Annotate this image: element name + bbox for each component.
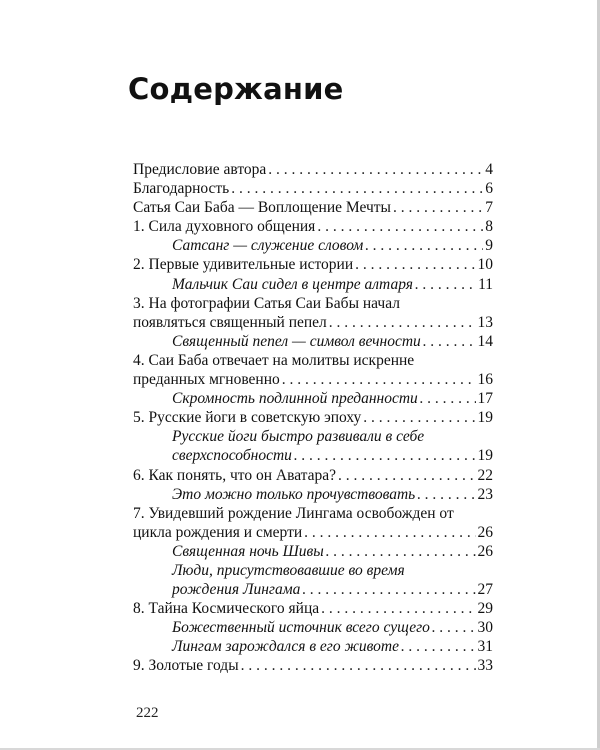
toc-leader-dots <box>363 408 475 427</box>
toc-entry-title: 4. Саи Баба отвечает на молитвы искренне <box>133 351 415 369</box>
toc-subentry-title: Божественный источник всего сущего <box>172 619 430 637</box>
toc-subentry-title: Священный пепел — символ вечности <box>172 332 421 350</box>
toc-entry-page: 26 <box>477 523 493 541</box>
toc-leader-dots <box>241 656 476 675</box>
toc-subentry <box>133 389 493 408</box>
toc-subentry <box>133 275 493 294</box>
toc-entry-title: Предисловие автора <box>133 161 267 178</box>
toc-entry <box>133 179 493 198</box>
toc-entry-continuation <box>133 523 493 542</box>
toc-leader-dots <box>365 236 483 255</box>
toc-entry-page: 8 <box>485 218 493 236</box>
toc-entry-page: 6 <box>485 180 493 198</box>
toc-entry <box>133 504 493 523</box>
toc-entry-title: 7. Увидевший рождение Лингама освобожден от <box>133 504 454 522</box>
toc-leader-dots <box>393 198 483 217</box>
toc-entry-title: Сатья Саи Баба — Воплощение Мечты <box>133 199 391 217</box>
toc-entry-page: 23 <box>477 485 493 503</box>
toc-leader-dots <box>415 275 476 294</box>
toc-entry-page: 19 <box>477 409 493 427</box>
toc-subentry <box>133 332 493 351</box>
toc-entry-title: 1. Сила духовного общения <box>133 218 316 236</box>
toc-entry-page: 27 <box>477 581 493 599</box>
toc-entry <box>133 599 493 618</box>
table-of-contents <box>133 160 493 676</box>
toc-entry-title: Благодарность <box>133 180 230 198</box>
toc-subentry <box>133 637 493 656</box>
toc-entry-title: 2. Первые удивительные истории <box>133 256 354 274</box>
toc-subentry <box>133 561 493 580</box>
toc-leader-dots <box>423 332 476 351</box>
toc-entry-page: 9 <box>485 237 493 255</box>
toc-subentry-title: Мальчик Саи сидел в центре алтаря <box>172 275 413 293</box>
toc-entry-page: 31 <box>477 638 493 656</box>
toc-subentry-title: Русские йоги быстро развивали в себе <box>172 428 425 446</box>
toc-entry-page: 33 <box>477 657 493 675</box>
toc-subentry-title-cont: сверхспособности <box>172 447 292 465</box>
toc-entry-page: 13 <box>477 313 493 331</box>
toc-leader-dots <box>326 542 476 561</box>
toc-leader-dots <box>317 217 483 236</box>
toc-leader-dots <box>231 179 483 198</box>
toc-entry-page: 17 <box>477 390 493 408</box>
toc-entry-page: 16 <box>477 371 493 389</box>
toc-entry-page: 22 <box>477 466 493 484</box>
toc-entry-title-cont: цикла рождения и смерти <box>133 523 303 541</box>
toc-subentry-title: Люди, присутствовавшие во время <box>172 561 405 579</box>
toc-leader-dots <box>432 618 476 637</box>
toc-entry <box>133 217 493 236</box>
toc-entry-page: 7 <box>485 199 493 217</box>
toc-entry <box>133 198 493 217</box>
toc-leader-dots <box>321 599 475 618</box>
toc-subentry <box>133 618 493 637</box>
toc-subentry <box>133 427 493 446</box>
toc-subentry-title: Священная ночь Шивы <box>172 542 324 560</box>
toc-entry-continuation <box>133 313 493 332</box>
toc-entry <box>133 408 493 427</box>
toc-entry-page: 11 <box>478 275 493 293</box>
toc-entry <box>133 656 493 675</box>
toc-entry-continuation <box>133 370 493 389</box>
toc-leader-dots <box>338 466 475 485</box>
page-title: Содержание <box>128 72 344 106</box>
toc-leader-dots <box>294 446 476 465</box>
toc-leader-dots <box>420 389 476 408</box>
toc-leader-dots <box>282 370 476 389</box>
toc-entry <box>133 294 493 313</box>
toc-leader-dots <box>355 255 475 274</box>
toc-entry <box>133 351 493 370</box>
toc-subentry <box>133 542 493 561</box>
toc-leader-dots <box>304 523 475 542</box>
toc-entry-title-cont: преданных мгновенно <box>133 371 280 389</box>
toc-subentry-title: Это можно только прочувствовать <box>172 485 416 503</box>
toc-leader-dots <box>329 313 476 332</box>
toc-entry-title: 9. Золотые годы <box>133 657 239 675</box>
toc-subentry <box>133 236 493 255</box>
toc-subentry-title-cont: рождения Лингама <box>172 581 301 599</box>
toc-entry-page: 4 <box>485 161 493 178</box>
toc-entry <box>133 466 493 485</box>
toc-entry <box>133 160 493 179</box>
toc-entry-page: 29 <box>477 600 493 618</box>
toc-entry-title: 3. На фотографии Сатья Саи Бабы начал <box>133 294 400 312</box>
toc-entry-title-cont: появляться священный пепел <box>133 313 327 331</box>
toc-leader-dots <box>401 637 476 656</box>
toc-entry-title: 8. Тайна Космического яйца <box>133 600 320 618</box>
toc-entry-page: 19 <box>477 447 493 465</box>
toc-entry-title: 6. Как понять, что он Аватара? <box>133 466 337 484</box>
page-number: 222 <box>136 705 159 721</box>
toc-entry-page: 10 <box>477 256 493 274</box>
toc-leader-dots <box>302 580 475 599</box>
toc-subentry-title: Лингам зарождался в его животе <box>172 638 399 656</box>
toc-subentry <box>133 485 493 504</box>
toc-leader-dots <box>417 485 475 504</box>
toc-leader-dots <box>268 160 483 179</box>
toc-entry <box>133 255 493 274</box>
toc-entry-page: 26 <box>477 542 493 560</box>
toc-subentry-continuation <box>133 580 493 599</box>
toc-entry-page: 30 <box>477 619 493 637</box>
toc-subentry-continuation <box>133 446 493 465</box>
toc-entry-page: 14 <box>477 332 493 350</box>
toc-subentry-title: Сатсанг — служение словом <box>172 237 364 255</box>
toc-subentry-title: Скромность подлинной преданности <box>172 390 418 408</box>
toc-entry-title: 5. Русские йоги в советскую эпоху <box>133 409 362 427</box>
